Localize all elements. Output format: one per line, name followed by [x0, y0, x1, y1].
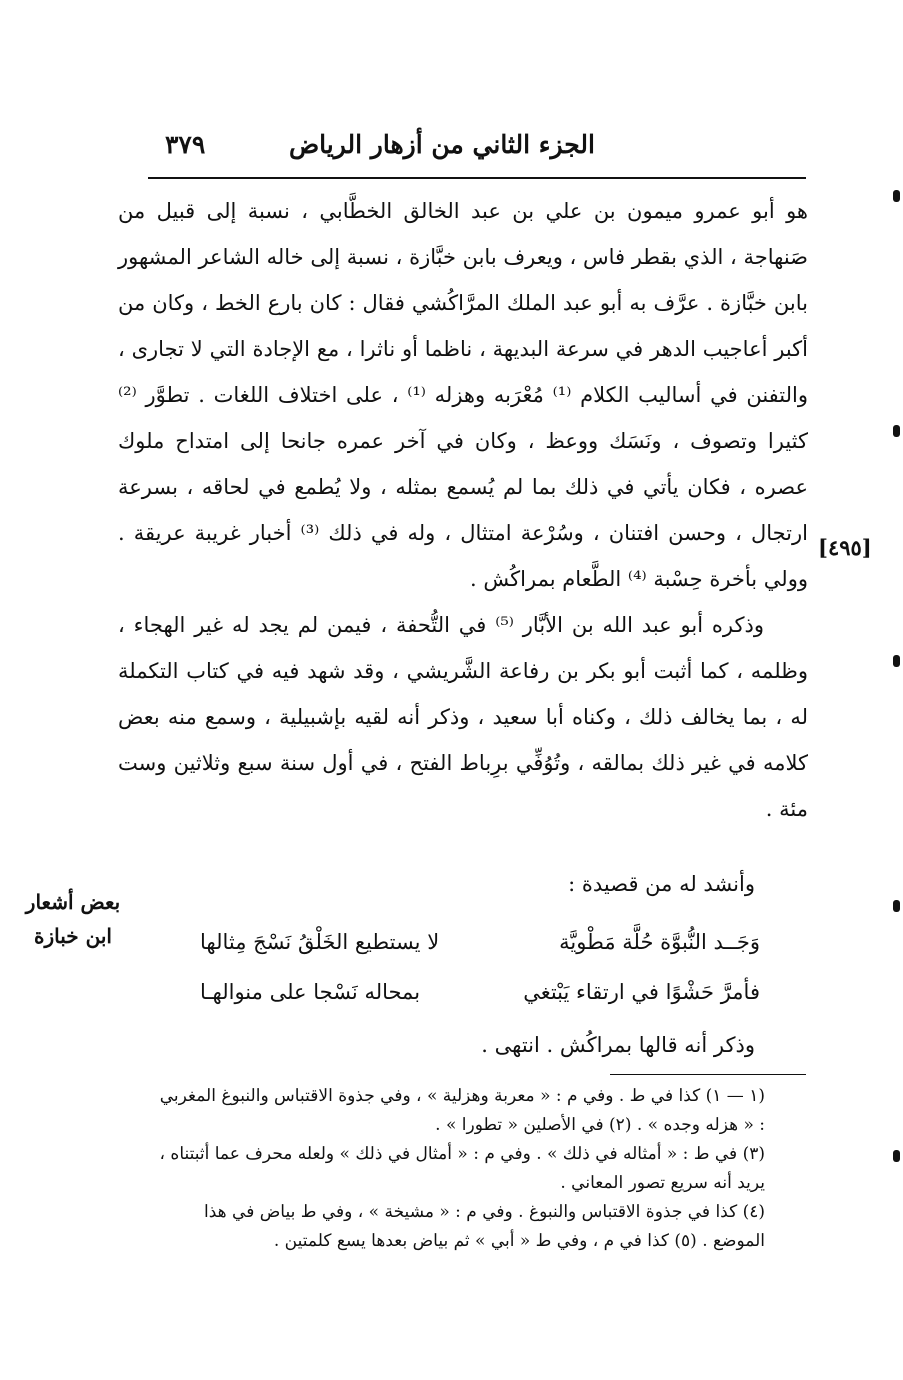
- scan-mark: [893, 190, 900, 202]
- verse-first-hemistich: وَجَــد النُّبوَّة حُلَّة مَطْويَّة: [559, 930, 760, 954]
- footnote-item: (٣) في ط : « أمثاله في ذلك » . وفي م : « أمثال في ذلك » ولعله محرف عما أثبتناه ، يريد أنه سريع تصور المعاني .: [159, 1144, 765, 1193]
- footnotes: [155, 1082, 765, 1256]
- scan-mark: [893, 900, 900, 912]
- scan-mark: [893, 655, 900, 667]
- verse-first-hemistich: فأمرَّ حَشْوًا في ارتقاء يَبْتغي: [523, 980, 760, 1004]
- footnote-divider: [610, 1074, 806, 1075]
- footnote-item: (١ — ١) كذا في ط . وفي م : « معربة وهزلية » ، وفي جذوة الاقتباس والنبوغ المغربي : « هزله وجده » . (٢) في الأصلين « تطورا » .: [159, 1086, 765, 1135]
- poem-verse: [200, 930, 760, 954]
- poem-intro: وأنشد له من قصيدة :: [568, 872, 755, 896]
- margin-page-marker: [٤٩٥]: [818, 535, 872, 560]
- main-text: [118, 188, 808, 832]
- page-number: ٣٧٩: [165, 130, 206, 159]
- poem-closing: وذكر أنه قالها بمراكُش . انتهى .: [481, 1033, 755, 1057]
- scan-mark: [893, 1150, 900, 1162]
- verse-second-hemistich: بمحاله نَسْجا على منوالهـا: [200, 980, 421, 1004]
- margin-side-heading: بعض أشعار ابن خبازة: [25, 890, 121, 948]
- poem-verse: [200, 980, 760, 1004]
- footnote-item: (٤) كذا في جذوة الاقتباس والنبوغ . وفي م : « مشيخة » ، وفي ط بياض في هذا الموضع . (٥) كذا في م ، وفي ط « أبي » ثم بياض بعدها يسع كلمتين .: [204, 1202, 765, 1251]
- paragraph-mention: وذكره أبو عبد الله بن الأبَّار ⁽⁵⁾ في التُّحفة ، فيمن لم يجد له غير الهجاء ، وظلمه ، كما أثبت أبو بكر بن رفاعة الشَّريشي ، وقد شهد فيه في كتاب التكملة له ، بما يخالف ذلك ، وكناه أبا سعيد ، وذكر أنه لقيه بإشبيلية ، وسمع منه بعض كلامه في غير ذلك بمالقه ، وتُوُفِّي برِباط الفتح ، في أول سنة سبع وثلاثين وست مئة .: [118, 613, 808, 821]
- paragraph-biography: هو أبو عمرو ميمون بن علي بن عبد الخالق الخطَّابي ، نسبة إلى قبيل من صَنهاجة ، الذي بقطر فاس ، ويعرف بابن خبَّازة ، نسبة إلى خاله الشاعر المشهور بابن خبَّازة . عرَّف به أبو عبد الملك المرَّاكُشي فقال : كان بارع الخط ، وكان من أكبر أعاجيب الدهر في سرعة البديهة ، ناظما أو ناثرا ، مع الإجادة التي لا تجارى ، والتفنن في أساليب الكلام ⁽¹⁾ مُعْرَبه وهزله ⁽¹⁾ ، على اختلاف اللغات . تطوَّر ⁽²⁾ كثيرا وتصوف ، ونَسَك ووعظ ، وكان في آخر عمره جانحا إلى امتداح ملوك عصره ، فكان يأتي في ذلك بما لم يُسمع بمثله ، ولا يُطمع في لحاقه ، بسرعة ارتجال ، وحسن افتنان ، وسُرْعة امتثال ، وله في ذلك ⁽³⁾ أخبار غريبة عريقة . وولي بأخرة حِسْبة ⁽⁴⁾ الطَّعام بمراكُش .: [118, 199, 808, 591]
- verse-second-hemistich: لا يستطيع الخَلْقُ نَسْجَ مِثالها: [200, 930, 440, 954]
- scan-mark: [893, 425, 900, 437]
- header-divider: [148, 177, 806, 179]
- running-header-title: الجزء الثاني من أزهار الرياض: [288, 130, 595, 159]
